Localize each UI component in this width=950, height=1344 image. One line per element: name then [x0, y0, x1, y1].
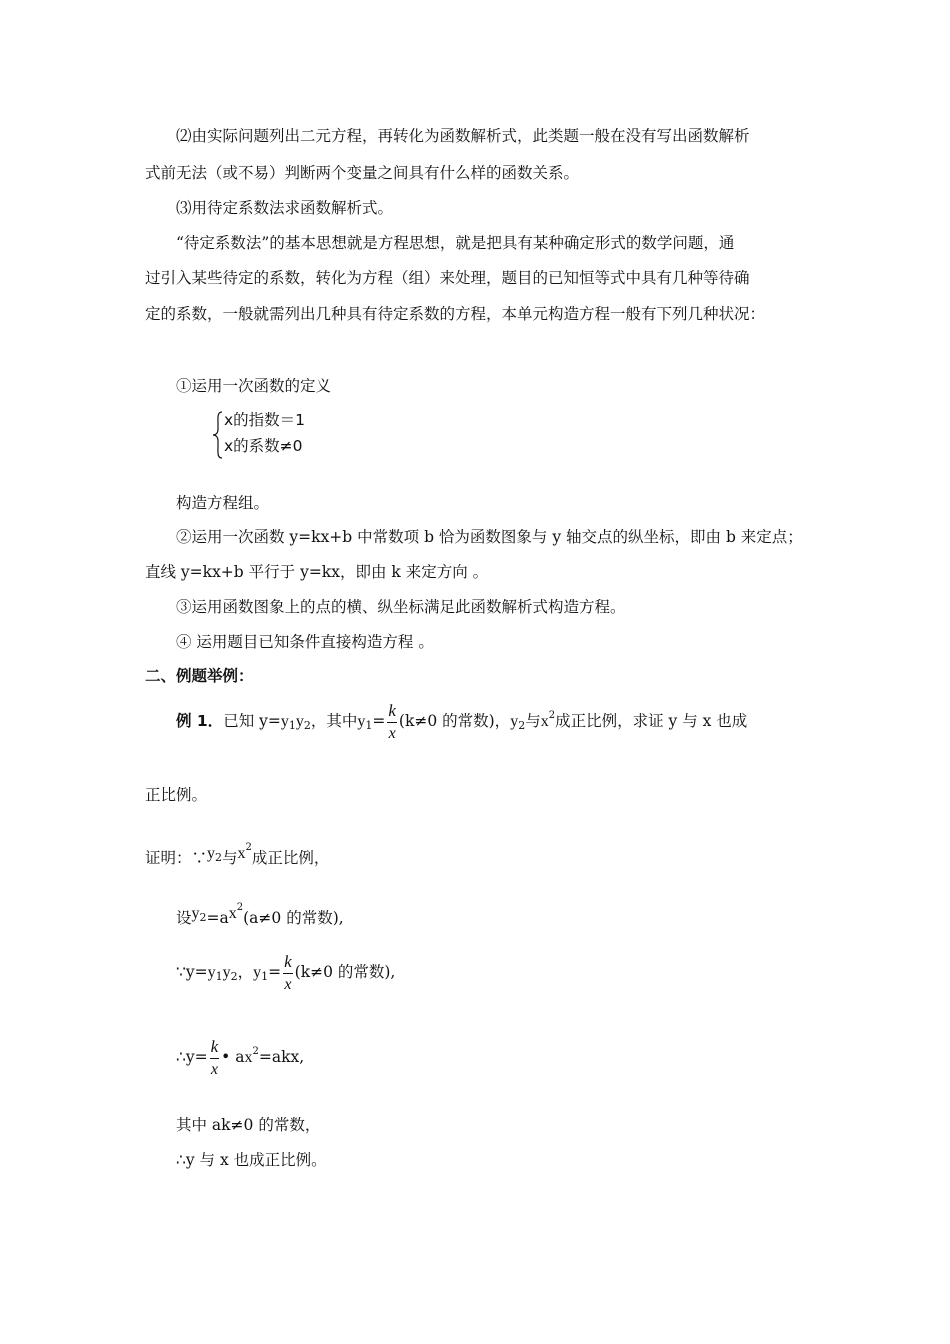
equation-system — [212, 410, 342, 460]
fraction-k-over-x: $\frac{k}{x}$ — [284, 951, 292, 993]
list-item: ②运用一次函数 y=kx+b 中常数项 b 恰为函数图象与 y 轴交点的纵坐标，即由 b 来定点； — [176, 528, 803, 546]
fraction-k-over-x: $\frac{k}{x}$ — [210, 1036, 219, 1078]
paragraph-line: “待定系数法”的基本思想就是方程思想，就是把具有某种确定形式的数学问题，通 — [176, 234, 735, 252]
system-equation-2: x的系数≠0 — [224, 437, 303, 455]
list-item: ④ 运用题目已知条件直接构造方程 。 — [176, 633, 434, 651]
list-item: 直线 y=kx+b 平行于 y=kx，即由 k 来定方向 。 — [145, 563, 489, 581]
example-statement: 例 1．已知 $y=y_1y_2$，其中$y_1=$ $\frac{k}{x}$ (k≠0 的常数)，$y_2$与$x^2$成正比例，求证 y 与 x 也成 — [176, 700, 748, 742]
section-heading: 二、例题举例： — [145, 667, 254, 685]
proof-line-4: ∴y= $\frac{k}{x}$ • $ax^2=akx$, — [176, 1036, 305, 1078]
proof-line-3: $\because y=y_1y_2$，$y_1=$ $\frac{k}{x}$ (k≠0 的常数), — [176, 951, 396, 993]
paragraph-line: 过引入某些待定的系数，转化为方程（组）来处理，题目的已知恒等式中具有几种等待确 — [145, 269, 750, 287]
list-item: ③运用函数图象上的点的横、纵坐标满足此函数解析式构造方程。 — [176, 598, 626, 616]
proof-line-5: 其中 ak≠0 的常数， — [176, 1116, 321, 1134]
list-item: 构造方程组。 — [176, 494, 270, 512]
fraction-k-over-x: $\frac{k}{x}$ — [388, 700, 396, 742]
proof-conclusion: ∴y 与 x 也成正比例。 — [176, 1151, 327, 1169]
example-statement-line2: 正比例。 — [145, 786, 208, 804]
example-label: 例 1． — [176, 712, 224, 730]
paragraph-line: 式前无法（或不易）判断两个变量之间具有什么样的函数关系。 — [145, 164, 580, 182]
proof-line-1: 证明：$\because y_2$与$x^2$成正比例， — [145, 842, 330, 867]
list-item: ①运用一次函数的定义 — [176, 377, 332, 395]
paragraph-line: ⑶用待定系数法求函数解析式。 — [176, 199, 394, 217]
left-brace-icon — [212, 410, 224, 460]
proof-line-2: 设$y_2=ax^2(a\ne 0$ 的常数), — [176, 902, 344, 927]
system-equation-1: x的指数＝1 — [224, 411, 306, 429]
paragraph-line: ⑵由实际问题列出二元方程，再转化为函数解析式，此类题一般在没有写出函数解析 — [176, 127, 750, 145]
paragraph-line: 定的系数，一般就需列出几种具有待定系数的方程，本单元构造方程一般有下列几种状况： — [145, 305, 766, 323]
